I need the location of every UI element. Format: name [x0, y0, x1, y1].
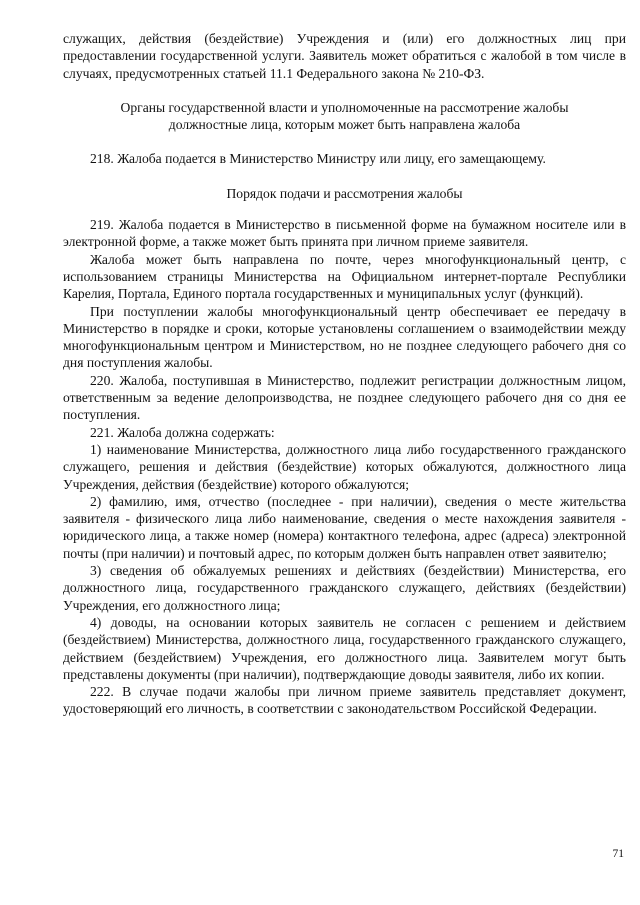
paragraph-219-mfc: При поступлении жалобы многофункциональный центр обеспечивает ее передачу в Министерство в порядке и сроки, которые установлены соглашением о взаимодействии между многофункциональным центром и Министерством, но не позднее следующего рабочего дня со дня поступления жалобы. — [63, 303, 626, 371]
paragraph-221: 221. Жалоба должна содержать: — [90, 424, 275, 440]
list-item-3: 3) сведения об обжалуемых решениях и действиях (бездействии) Министерства, его должностного лица, государственного гражданского служащего, действиях (бездействии) Учреждения, его должностного лица; — [63, 563, 626, 613]
section-heading-authorities-line1: Органы государственной власти и уполномоченные на рассмотрение жалобы — [120, 99, 569, 115]
section-heading-authorities-line2: должностные лица, которым может быть направлена жалоба — [168, 117, 521, 133]
list-item-1: 1) наименование Министерства, должностного лица либо государственного гражданского служащего, решения и действия (бездействие) которых обжалуются, должностного лица Учреждения, действия (бездействие) которого обжалуются; — [63, 441, 626, 492]
paragraph-222: 222. В случае подачи жалобы при личном приеме заявитель представляет документ, удостоверяющий его личность, в соответствии с законодательством Российской Федерации. — [63, 684, 626, 717]
list-item-4: 4) доводы, на основании которых заявитель не согласен с решением и действием (бездействием) Министерства, должностного лица, государственного гражданского служащего, действием (бездействием) Учреждения, его должностного лица. Заявителем могут быть представлены документы (при наличии), подтверждающие доводы заявителя, либо их копии. — [63, 614, 626, 682]
list-item-2: 2) фамилию, имя, отчество (последнее - при наличии), сведения о месте жительства заявителя - физического лица либо наименование, сведения о месте нахождения заявителя - юридического лица, а также номер (номера) контактного телефона, адрес (адреса) электронной почты (при наличии) и почтовый адрес, по которым должен быть направлен ответ заявителю; — [63, 493, 626, 561]
paragraph-219: 219. Жалоба подается в Министерство в письменной форме на бумажном носителе или в электронной форме, а также может быть принята при личном приеме заявителя. — [63, 217, 626, 250]
continuation-paragraph: служащих, действия (бездействие) Учреждения и (или) его должностных лиц при предоставлении государственной услуги. Заявитель может обратиться с жалобой в том числе в случаях, предусмотренных статьей 11.1 Федерального закона № 210-ФЗ. — [63, 31, 626, 81]
section-heading-procedure: Порядок подачи и рассмотрения жалобы — [226, 185, 463, 201]
paragraph-220: 220. Жалоба, поступившая в Министерство, подлежит регистрации должностным лицом, ответственным за ведение делопроизводства, не позднее следующего рабочего дня со дня ее поступления. — [63, 372, 626, 423]
paragraph-218: 218. Жалоба подается в Министерство Министру или лицу, его замещающему. — [90, 151, 546, 167]
paragraph-219-mail: Жалоба может быть направлена по почте, через многофункциональный центр, с использованием страницы Министерства на Официальном интернет-портале Республики Карелия, Портала, Единого портала государственных и муниципальных услуг (функций). — [63, 251, 626, 302]
page-number: 71 — [612, 848, 624, 860]
